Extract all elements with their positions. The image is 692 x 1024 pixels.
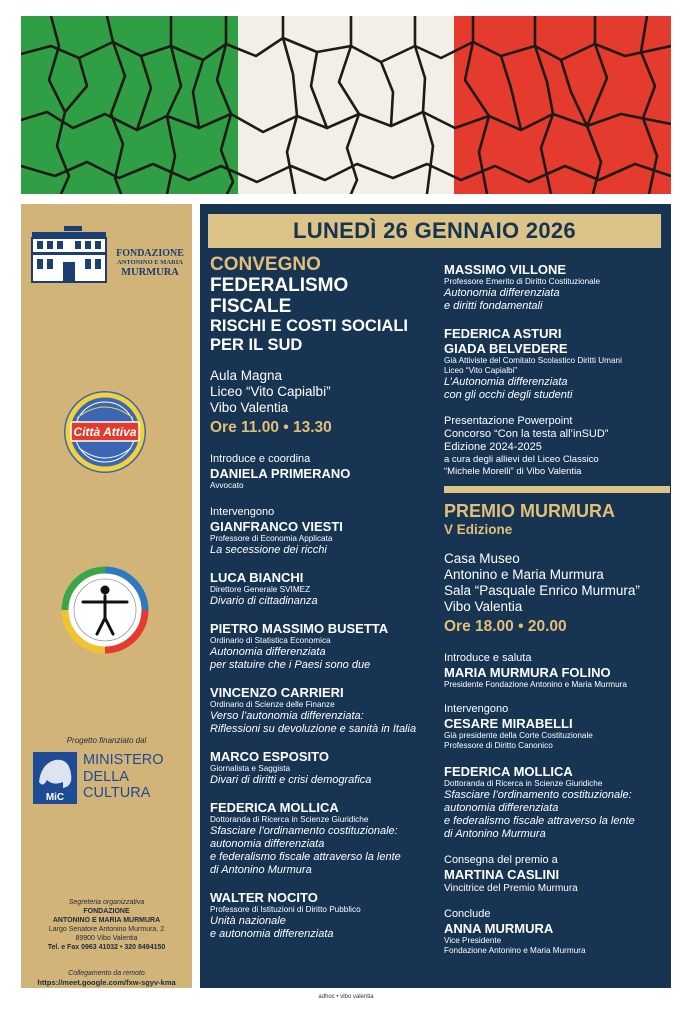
secretariat-line-3: Largo Senatore Antonino Murmura, 2: [48, 926, 165, 933]
premio-edition: V Edizione: [444, 522, 513, 537]
convegno-venue: [210, 368, 432, 438]
secretariat-line-4: 89900 Vibo Valentia: [75, 935, 138, 942]
presentation-by: a cura degli allievi del Liceo Classico: [444, 454, 599, 465]
speaker-role: Ordinario di Statistica Economica: [210, 636, 331, 645]
speaker-talk: Divari di diritti e crisi demografica: [210, 774, 372, 786]
moderator-name: DANIELA PRIMERANO: [210, 466, 351, 481]
speaker-role: Giornalista e Saggista: [210, 764, 291, 773]
funded-by-label: Progetto finanziato dal: [66, 736, 147, 745]
venue-line-3: Vibo Valentia: [210, 400, 289, 415]
closer-role: Fondazione Antonino e Maria Murmura: [444, 946, 586, 955]
award-label: Consegna del premio a: [444, 854, 558, 866]
closing-block: [444, 908, 664, 956]
speaker-talk: autonomia differenziata: [444, 802, 559, 814]
speaker-talk: e diritti fondamentali: [444, 300, 543, 312]
speaker-name: VINCENZO CARRIERI: [210, 685, 344, 700]
building-icon: [30, 226, 108, 284]
students-talk: L’Autonomia differenziata: [444, 376, 568, 388]
banner-green-band: [21, 16, 238, 194]
speaker-name: LUCA BIANCHI: [210, 570, 304, 585]
program-panel: [200, 204, 671, 988]
premio-intro-label: Introduce e saluta: [444, 652, 532, 664]
secretariat-block: [21, 898, 192, 952]
speaker-block: [210, 685, 432, 736]
venue-line-2: Liceo “Vito Capialbi”: [210, 384, 331, 399]
speaker-name: CESARE MIRABELLI: [444, 716, 573, 731]
remote-label: Collegamento da remoto: [68, 970, 145, 977]
speaker-block: [210, 800, 432, 877]
convegno-label: CONVEGNO: [210, 254, 321, 275]
premio-intro-name: MARIA MURMURA FOLINO: [444, 665, 611, 680]
speaker-name: FEDERICA MOLLICA: [444, 764, 573, 779]
closer-role: Vice Presidente: [444, 936, 502, 945]
speaker-role: Dottoranda di Ricerca in Scienze Giuridiche: [210, 815, 369, 824]
secretariat-title: Segreteria organizzativa: [68, 899, 145, 906]
citta-attiva-badge: [63, 390, 147, 474]
premio-divider: [444, 486, 670, 493]
remote-block: [21, 969, 192, 988]
premio-venue-line: Antonino e Maria Murmura: [444, 567, 604, 582]
speaker-block: [444, 262, 664, 313]
convegno-title-line-2: FISCALE: [210, 296, 292, 317]
ministero-cultura-logo: [33, 750, 183, 806]
speaker-talk: e federalismo fiscale attraverso la lente: [444, 815, 635, 827]
speaker-name: MASSIMO VILLONE: [444, 262, 567, 277]
premio-venue-line: Casa Museo: [444, 551, 520, 566]
speaker-role: Professore di Diritto Canonico: [444, 741, 553, 750]
speaker-talk: La secessione dei ricchi: [210, 544, 327, 556]
presentation-by: “Michele Morelli” di Vibo Valentia: [444, 466, 582, 477]
premio-intro-block: [444, 652, 664, 690]
premio-time: Ore 18.00 • 20.00: [444, 618, 567, 635]
speakers-label: Intervengono: [210, 506, 275, 518]
winner-name: MARTINA CASLINI: [444, 867, 560, 882]
svg-text:MiC: MiC: [45, 792, 65, 803]
sidebar: [21, 204, 192, 988]
footer-credit: adhoc • vibo valentia: [318, 994, 374, 1000]
speaker-talk: di Antonino Murmura: [444, 828, 546, 840]
secretariat-line-1: FONDAZIONE: [83, 908, 130, 915]
presentation-line: Presentazione Powerpoint: [444, 415, 573, 427]
speaker-talk: Autonomia differenziata: [210, 646, 326, 658]
student-name: FEDERICA ASTURI: [444, 326, 562, 341]
logo-line-3: MURMURA: [121, 267, 179, 278]
students-role: Liceo “Vito Capialbi”: [444, 366, 518, 375]
event-date: LUNEDÌ 26 GENNAIO 2026: [208, 214, 661, 248]
speaker-block: [210, 749, 432, 787]
logo-line-2: ANTONINO E MARIA: [117, 259, 183, 266]
speaker-talk: Sfasciare l’ordinamento costituzionale:: [444, 789, 632, 801]
speaker-name: MARCO ESPOSITO: [210, 749, 329, 764]
ministry-line-1: MINISTERO: [83, 752, 164, 768]
premio-venue-line: Sala “Pasquale Enrico Murmura”: [444, 583, 640, 598]
speaker-talk: Verso l’autonomia differenziata:: [210, 710, 364, 722]
students-role: Già Attiviste del Comitato Scolastico Diritti Umani: [444, 356, 622, 365]
speaker-name: WALTER NOCITO: [210, 890, 318, 905]
convegno-column: [210, 254, 432, 941]
speaker-role: Dottoranda di Ricerca in Scienze Giuridiche: [444, 779, 603, 788]
winner-role: Vincitrice del Premio Murmura: [444, 883, 578, 894]
fondazione-logo: [30, 226, 185, 286]
speaker-block: [210, 890, 432, 941]
speaker-role: Professore di Istituzioni di Diritto Pubblico: [210, 905, 361, 914]
speaker-talk: Autonomia differenziata: [444, 287, 560, 299]
cracked-tricolor-banner: [21, 16, 671, 194]
convegno-subtitle-line-2: PER IL SUD: [210, 336, 303, 354]
speaker-block: [210, 570, 432, 608]
award-block: [444, 854, 664, 895]
closer-name: ANNA MURMURA: [444, 921, 554, 936]
osservatorio-seal: [61, 566, 149, 654]
ministry-line-2: DELLA: [83, 768, 129, 785]
students-talk: con gli occhi degli studenti: [444, 389, 573, 401]
speaker-talk: autonomia differenziata: [210, 838, 325, 850]
convegno-subtitle-line-1: RISCHI E COSTI SOCIALI: [210, 317, 409, 335]
speaker-name: PIETRO MASSIMO BUSETTA: [210, 621, 389, 636]
secretariat-line-5: Tel. e Fax 0963 41032 • 320 8494150: [47, 944, 166, 951]
speaker-block: [210, 621, 432, 672]
speaker-talk: e autonomia differenziata: [210, 928, 334, 940]
convegno-title-line-1: FEDERALISMO: [210, 275, 349, 296]
premio-column: [444, 262, 664, 956]
moderator-role: Avvocato: [210, 481, 244, 490]
speaker-block: [210, 506, 432, 557]
mic-mark-icon: [33, 752, 77, 804]
ministry-line-3: CULTURA: [83, 785, 151, 801]
convegno-time: Ore 11.00 • 13.30: [210, 419, 332, 436]
speaker-role: Ordinario di Scienze delle Finanze: [210, 700, 335, 709]
premio-speakers-label: Intervengono: [444, 703, 509, 715]
logo-line-1: FONDAZIONE: [116, 248, 184, 259]
premio-intro-role: Presidente Fondazione Antonino e Maria Murmura: [444, 680, 627, 689]
speaker-talk: di Antonino Murmura: [210, 864, 312, 876]
secretariat-line-2: ANTONINO E MARIA MURMURA: [52, 917, 161, 924]
speaker-role: Professore Emerito di Diritto Costituzionale: [444, 277, 601, 286]
speaker-name: FEDERICA MOLLICA: [210, 800, 339, 815]
speaker-talk: e federalismo fiscale attraverso la lente: [210, 851, 401, 863]
close-label: Conclude: [444, 908, 491, 920]
speaker-talk: Divario di cittadinanza: [210, 595, 318, 607]
speaker-role: Già presidente della Corte Costituzionale: [444, 731, 593, 740]
venue-line-1: Aula Magna: [210, 368, 283, 383]
moderator-block: [210, 453, 432, 491]
speaker-role: Professore di Economia Applicata: [210, 534, 333, 543]
speaker-talk: per statuire che i Paesi sono due: [210, 659, 371, 671]
presentation-block: [444, 415, 664, 478]
speaker-name: GIANFRANCO VIESTI: [210, 519, 343, 534]
speaker-role: Direttore Generale SVIMEZ: [210, 585, 311, 594]
svg-text:Città Attiva: Città Attiva: [73, 425, 137, 439]
speaker-talk: Riflessioni su devoluzione e sanità in Italia: [210, 723, 417, 735]
remote-link[interactable]: https://meet.google.com/fxw-sgyv-kma: [37, 978, 176, 987]
intro-label: Introduce e coordina: [210, 453, 311, 465]
student-name: GIADA BELVEDERE: [444, 341, 568, 356]
premio-venue-line: Vibo Valentia: [444, 599, 523, 614]
premio-speaker-block: [444, 764, 664, 841]
premio-venue: [444, 551, 664, 637]
premio-speaker-block: [444, 703, 664, 751]
speaker-talk: Unità nazionale: [210, 915, 286, 927]
presentation-line: Edizione 2024-2025: [444, 441, 542, 453]
premio-title: PREMIO MURMURA: [444, 501, 615, 521]
speaker-talk: Sfasciare l’ordinamento costituzionale:: [210, 825, 398, 837]
presentation-line: Concorso “Con la testa all’inSUD”: [444, 428, 609, 440]
students-block: [444, 326, 664, 402]
